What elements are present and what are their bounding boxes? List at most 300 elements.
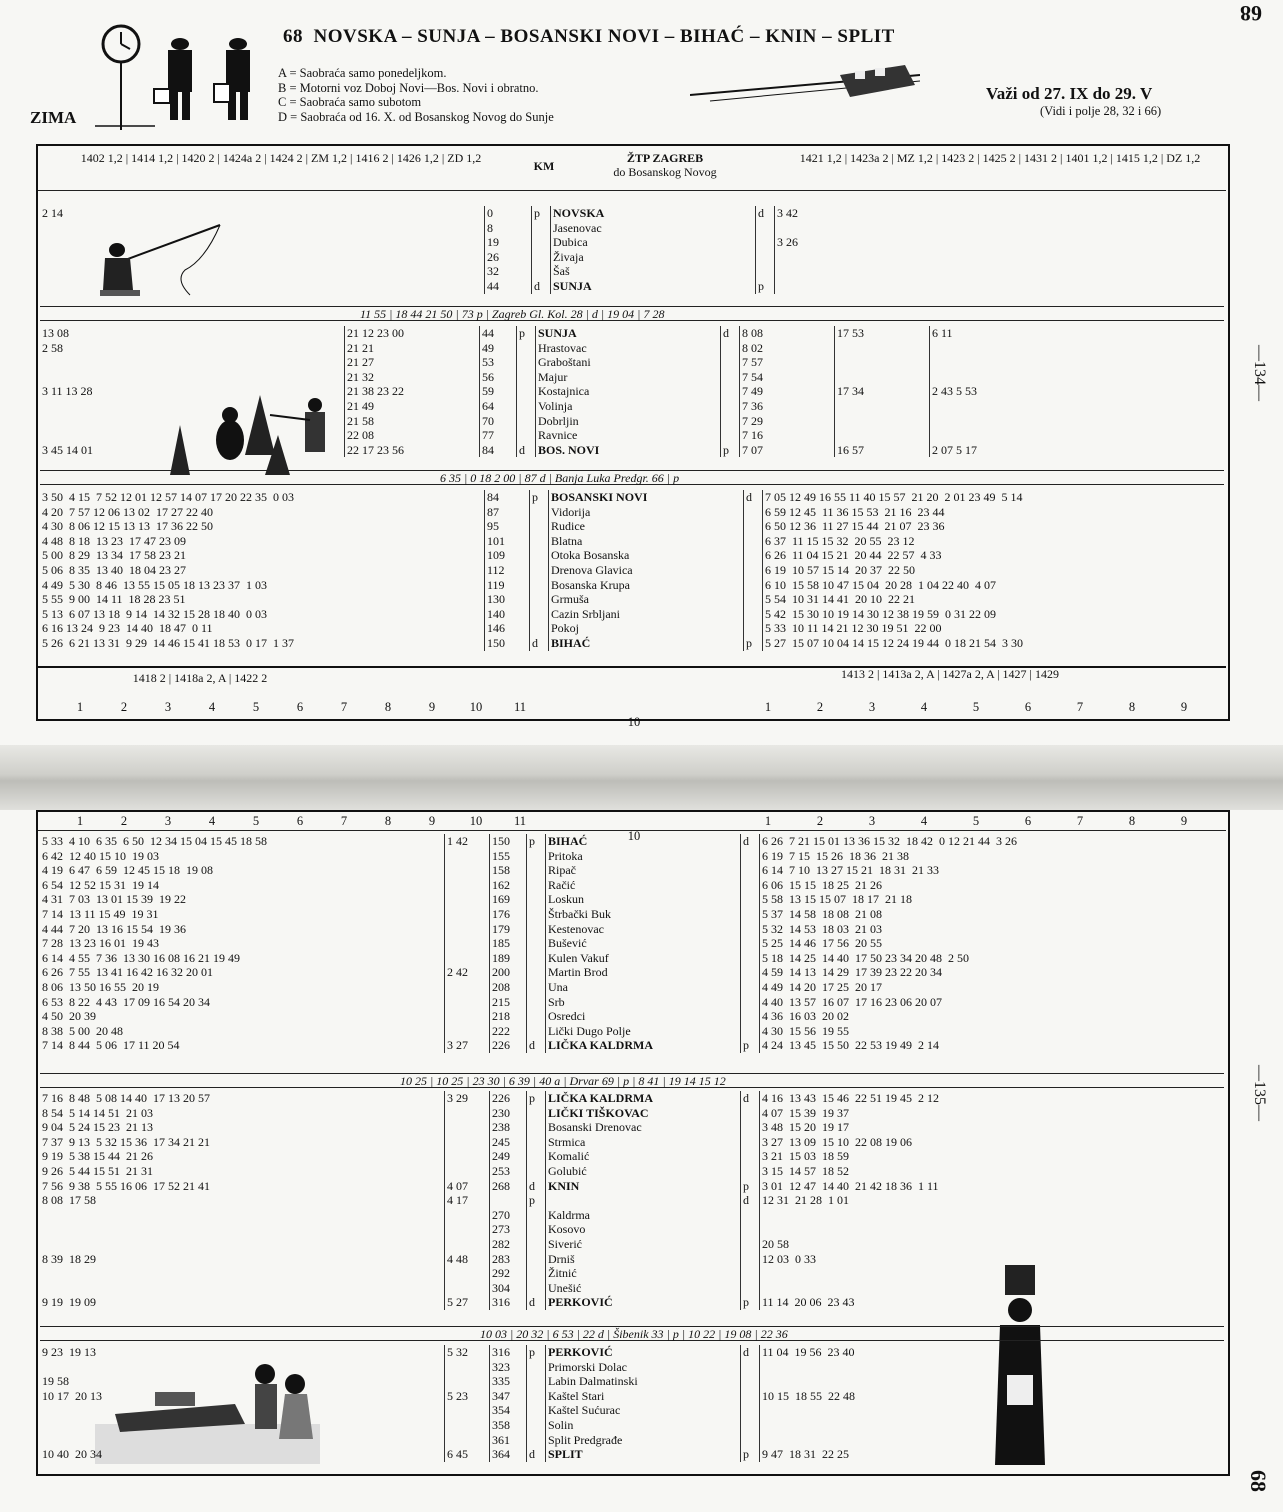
timetable-cell <box>527 936 546 951</box>
timetable-cell: d <box>527 1295 546 1310</box>
timetable-cell: 21 38 23 22 <box>345 384 480 399</box>
station-name: Hrastovac <box>536 341 721 356</box>
timetable-cell <box>517 384 536 399</box>
timetable-cell: d <box>741 1091 760 1106</box>
timetable-cell <box>527 1266 546 1281</box>
timetable-cell: 140 <box>485 607 530 622</box>
column-number: 8 <box>384 700 392 714</box>
timetable-cell: 3 42 <box>775 206 1250 221</box>
timetable-cell: 21 21 <box>345 341 480 356</box>
timetable-cell: 3 27 <box>445 1038 490 1053</box>
station-name: Siverić <box>546 1237 741 1252</box>
page-number-top: —134— <box>1251 345 1268 401</box>
timetable-cell: 3 50 4 15 7 52 12 01 12 57 14 07 17 20 22 35 0 03 <box>42 490 294 504</box>
timetable-cell <box>775 264 1250 279</box>
timetable-cell <box>530 505 549 520</box>
timetable-cell <box>741 1208 760 1223</box>
station-name: Vidorija <box>549 505 744 520</box>
station-name: Blatna <box>549 534 744 549</box>
timetable-cell: 5 18 14 25 14 40 17 50 23 34 20 48 2 50 <box>760 951 1225 966</box>
timetable-cell <box>530 563 549 578</box>
station-name: NOVSKA <box>551 206 756 221</box>
timetable-cell <box>527 1164 546 1179</box>
station-name: Dobrljin <box>536 414 721 429</box>
station-name: Dubica <box>551 235 756 250</box>
timetable-cell <box>527 1222 546 1237</box>
column-number: 5 <box>252 700 260 714</box>
timetable-cell: 4 17 <box>445 1193 490 1208</box>
timetable-cell: 17 53 <box>835 326 930 341</box>
timetable-cell <box>775 250 1250 265</box>
page-number-bottom: —135— <box>1251 1065 1268 1121</box>
station-name: LIČKA KALDRMA <box>546 1038 741 1053</box>
timetable-cell <box>756 264 775 279</box>
timetable-cell: 323 <box>490 1360 527 1375</box>
timetable-cell <box>532 235 551 250</box>
timetable-cell: 9 19 19 09 <box>42 1295 96 1310</box>
continuation-trains-left: 1418 2 | 1418a 2, A | 1422 2 <box>132 671 268 685</box>
timetable-cell: 6 10 15 58 10 47 15 04 20 28 1 04 22 40 4 07 <box>763 578 1238 593</box>
timetable-cell: 21 12 23 00 <box>345 326 480 341</box>
timetable-row <box>40 1024 1224 1039</box>
column-number: 5 <box>972 814 980 828</box>
timetable-cell <box>527 1120 546 1135</box>
timetable-cell <box>741 1024 760 1039</box>
timetable-cell: 12 31 21 28 1 01 <box>760 1193 1225 1208</box>
timetable-cell <box>721 370 740 385</box>
timetable-cell <box>741 980 760 995</box>
timetable-cell: 5 32 <box>445 1345 490 1360</box>
timetable-cell: 245 <box>490 1135 527 1150</box>
timetable-cell <box>721 384 740 399</box>
timetable-cell: p <box>527 1193 546 1208</box>
column-number: 9 <box>1180 814 1188 828</box>
timetable-cell: 3 45 14 01 <box>42 442 93 457</box>
timetable-cell <box>744 621 763 636</box>
timetable-cell <box>744 563 763 578</box>
timetable-cell <box>741 1266 760 1281</box>
timetable-cell: 3 01 12 47 14 40 21 42 18 36 1 11 <box>760 1179 1225 1194</box>
timetable-cell: 19 <box>485 235 532 250</box>
corner-number-top: 68 <box>1240 1 1262 26</box>
timetable-row <box>40 980 1224 995</box>
station-name: Komalić <box>546 1149 741 1164</box>
timetable-cell: 19 58 <box>42 1374 69 1389</box>
station-name: Srb <box>546 995 741 1010</box>
timetable-cell: 3 21 15 03 18 59 <box>760 1149 1225 1164</box>
timetable-cell: 9 26 5 44 15 51 21 31 <box>42 1163 153 1178</box>
timetable-cell <box>744 578 763 593</box>
timetable-cell <box>530 592 549 607</box>
station-name: Kestenovac <box>546 922 741 937</box>
timetable-cell: p <box>744 636 763 651</box>
timetable-cell: 4 44 7 20 13 16 15 54 19 36 <box>42 921 186 936</box>
timetable-cell <box>721 355 740 370</box>
km-header: KM <box>533 159 555 173</box>
timetable-cell: 6 11 <box>930 326 1235 341</box>
season-label: ZIMA <box>30 108 77 127</box>
column-number: 5 <box>252 814 260 828</box>
timetable-cell: d <box>532 279 551 294</box>
timetable-row <box>40 1009 1224 1024</box>
timetable-cell: d <box>756 206 775 221</box>
timetable-cell: 17 34 <box>835 384 930 399</box>
timetable-cell <box>741 849 760 864</box>
station-name: Kulen Vakuf <box>546 951 741 966</box>
timetable-row <box>40 936 1224 951</box>
timetable-cell: 95 <box>485 519 530 534</box>
timetable-cell: 273 <box>490 1222 527 1237</box>
station-name: SUNJA <box>536 326 721 341</box>
timetable-cell: 222 <box>490 1024 527 1039</box>
timetable-cell <box>445 1164 490 1179</box>
station-name: Martin Brod <box>546 965 741 980</box>
timetable-cell <box>517 341 536 356</box>
timetable-cell <box>721 414 740 429</box>
timetable-cell: 4 20 7 57 12 06 13 02 17 27 22 40 <box>42 504 213 519</box>
timetable-cell: 270 <box>490 1208 527 1223</box>
timetable-cell: 26 <box>485 250 532 265</box>
timetable-cell: 6 26 11 04 15 21 20 44 22 57 4 33 <box>763 548 1238 563</box>
timetable-cell: 316 <box>490 1295 527 1310</box>
timetable-cell <box>527 1024 546 1039</box>
timetable-cell: 6 54 12 52 15 31 19 14 <box>42 877 159 892</box>
timetable-cell <box>527 1208 546 1223</box>
column-number: 6 <box>1024 700 1032 714</box>
timetable-cell <box>760 1208 1225 1223</box>
column-number: 7 <box>340 814 348 828</box>
station-name: KNIN <box>546 1179 741 1194</box>
timetable-cell <box>530 578 549 593</box>
footnote-d: D = Saobraća od 16. X. od Bosanskog Novog do Sunje <box>278 109 554 124</box>
timetable-row <box>40 326 1234 341</box>
timetable-cell: 200 <box>490 965 527 980</box>
timetable-cell: 5 32 14 53 18 03 21 03 <box>760 922 1225 937</box>
column-number: 1 <box>76 814 84 828</box>
timetable-cell: 5 54 10 31 14 41 20 10 22 21 <box>763 592 1238 607</box>
station-name: Ripač <box>546 863 741 878</box>
timetable-cell <box>527 878 546 893</box>
station-name: Kostajnica <box>536 384 721 399</box>
timetable-cell: d <box>517 443 536 458</box>
timetable-cell: 112 <box>485 563 530 578</box>
timetable-row <box>40 1433 1224 1448</box>
timetable-cell <box>930 428 1235 443</box>
timetable-cell <box>760 1418 1225 1433</box>
timetable-cell <box>744 519 763 534</box>
timetable-cell <box>741 936 760 951</box>
timetable-cell <box>527 922 546 937</box>
timetable-row <box>40 834 1224 849</box>
timetable-cell <box>741 878 760 893</box>
timetable-cell <box>445 1237 490 1252</box>
timetable-row <box>40 578 1237 593</box>
timetable-cell <box>530 607 549 622</box>
timetable-cell <box>527 1374 546 1389</box>
column-number: 10 <box>627 715 641 729</box>
timetable-cell <box>490 1193 527 1208</box>
timetable-cell: 59 <box>480 384 517 399</box>
timetable-cell: 5 55 9 00 14 11 18 28 23 51 <box>42 592 186 607</box>
connection-row-sibenik: 10 03 | 20 32 | 6 53 | 22 d | Šibenik 33 | p | 10 22 | 19 08 | 22 36 <box>40 1326 1224 1341</box>
column-number: 3 <box>164 814 172 828</box>
timetable-cell: 8 39 18 29 <box>42 1251 96 1266</box>
timetable-cell: 77 <box>480 428 517 443</box>
timetable-cell: 70 <box>480 414 517 429</box>
timetable-cell: 10 15 18 55 22 48 <box>760 1389 1225 1404</box>
timetable-cell <box>40 1433 445 1448</box>
column-number: 3 <box>868 814 876 828</box>
timetable-row <box>40 849 1224 864</box>
column-number: 9 <box>428 814 436 828</box>
timetable-cell <box>721 428 740 443</box>
column-number: 6 <box>296 814 304 828</box>
timetable-cell <box>741 1433 760 1448</box>
timetable-cell: 1 42 <box>445 834 490 849</box>
timetable-cell <box>756 235 775 250</box>
timetable-cell: 3 48 15 20 19 17 <box>760 1120 1225 1135</box>
timetable-cell: 155 <box>490 849 527 864</box>
timetable-cell: 9 47 18 31 22 25 <box>760 1447 1225 1462</box>
station-name: Osredci <box>546 1009 741 1024</box>
validity-note: (Vidi i polje 28, 32 i 66) <box>1040 104 1162 118</box>
timetable-row <box>40 490 1237 505</box>
column-number: 7 <box>1076 700 1084 714</box>
column-number: 11 <box>513 814 527 828</box>
timetable-cell: 7 57 <box>740 355 835 370</box>
timetable-cell <box>527 1009 546 1024</box>
timetable-cell: 7 37 9 13 5 32 15 36 17 34 21 21 <box>42 1134 210 1149</box>
timetable-cell: 6 14 7 10 13 27 15 21 18 31 21 33 <box>760 863 1225 878</box>
timetable-cell <box>445 1149 490 1164</box>
timetable-cell: 316 <box>490 1345 527 1360</box>
timetable-cell <box>835 428 930 443</box>
timetable-cell: d <box>744 490 763 505</box>
station-name: SUNJA <box>551 279 756 294</box>
timetable-row <box>40 1389 1224 1404</box>
timetable-cell: 8 06 13 50 16 55 20 19 <box>42 979 159 994</box>
timetable-cell: 2 43 5 53 <box>930 384 1235 399</box>
timetable-cell <box>741 1403 760 1418</box>
timetable-cell: 11 14 20 06 23 43 <box>760 1295 1225 1310</box>
timetable-cell <box>741 863 760 878</box>
timetable-cell: 354 <box>490 1403 527 1418</box>
timetable-cell <box>445 878 490 893</box>
timetable-cell: 8 08 <box>740 326 835 341</box>
timetable-cell: 4 07 <box>445 1179 490 1194</box>
timetable-cell: d <box>527 1447 546 1462</box>
column-number: 2 <box>120 814 128 828</box>
timetable-cell: 146 <box>485 621 530 636</box>
column-number: 9 <box>428 700 436 714</box>
station-name: Bosanska Krupa <box>549 578 744 593</box>
station-name: Unešić <box>546 1281 741 1296</box>
timetable-cell: 6 26 7 21 15 01 13 36 15 32 18 42 0 12 21 44 3 26 <box>760 834 1225 849</box>
timetable-cell: 20 58 <box>760 1237 1225 1252</box>
timetable-row <box>40 1120 1224 1135</box>
timetable-cell: 6 42 12 40 15 10 19 03 <box>42 848 159 863</box>
timetable-row <box>40 1164 1224 1179</box>
timetable-cell: 44 <box>485 279 532 294</box>
timetable-cell: 9 04 5 24 15 23 21 13 <box>42 1120 153 1135</box>
timetable-cell: 32 <box>485 264 532 279</box>
timetable-cell: 6 19 10 57 15 14 20 37 22 50 <box>763 563 1238 578</box>
timetable-row <box>40 563 1237 578</box>
timetable-cell: 12 03 0 33 <box>760 1252 1225 1267</box>
timetable-cell: 4 59 14 13 14 29 17 39 23 22 20 34 <box>760 965 1225 980</box>
timetable-row <box>40 505 1237 520</box>
timetable-cell: 49 <box>480 341 517 356</box>
timetable-cell <box>527 892 546 907</box>
timetable-cell: 5 23 <box>445 1389 490 1404</box>
timetable-cell <box>445 1360 490 1375</box>
timetable-cell: 7 36 <box>740 399 835 414</box>
timetable-cell <box>741 1222 760 1237</box>
timetable-cell: 4 30 8 06 12 15 13 13 17 36 22 50 <box>42 519 213 534</box>
timetable-cell <box>760 1360 1225 1375</box>
timetable-cell: d <box>741 834 760 849</box>
timetable-cell <box>517 370 536 385</box>
timetable-cell <box>445 1208 490 1223</box>
timetable-cell: 22 08 <box>345 428 480 443</box>
timetable-cell: 304 <box>490 1281 527 1296</box>
timetable-cell <box>532 264 551 279</box>
footnote-a: A = Saobraća samo ponedeljkom. <box>278 66 447 80</box>
timetable-row <box>40 1252 1224 1267</box>
timetable-cell <box>445 1266 490 1281</box>
station-name: Račić <box>546 878 741 893</box>
timetable-cell: 5 33 10 11 14 21 12 30 19 51 22 00 <box>763 621 1238 636</box>
timetable-cell <box>835 370 930 385</box>
station-name: LIČKI TIŠKOVAC <box>546 1106 741 1121</box>
timetable-cell <box>835 355 930 370</box>
timetable-cell: 4 19 6 47 6 59 12 45 15 18 19 08 <box>42 863 213 878</box>
timetable-cell: 119 <box>485 578 530 593</box>
route-title: NOVSKA – SUNJA – BOSANSKI NOVI – BIHAĆ – KNIN – SPLIT <box>313 26 895 47</box>
timetable-cell: 4 50 20 39 <box>42 1009 96 1024</box>
timetable-row <box>40 863 1224 878</box>
timetable-cell: p <box>721 443 740 458</box>
station-name: PERKOVIĆ <box>546 1295 741 1310</box>
timetable-row <box>40 607 1237 622</box>
timetable-cell: p <box>527 834 546 849</box>
timetable-cell <box>40 1237 445 1252</box>
timetable-cell <box>445 1433 490 1448</box>
station-name: Kaldrma <box>546 1208 741 1223</box>
trains-header-right: 1421 1,2 | 1423a 2 | MZ 1,2 | 1423 2 | 1425 2 | 1431 2 | 1401 1,2 | 1415 1,2 | DZ 1,2 <box>799 151 1201 165</box>
timetable-cell: 230 <box>490 1106 527 1121</box>
timetable-cell <box>527 1433 546 1448</box>
timetable-cell <box>445 1106 490 1121</box>
column-number: 3 <box>164 700 172 714</box>
timetable-row <box>40 206 1249 221</box>
timetable-cell: 364 <box>490 1447 527 1462</box>
timetable-cell: 84 <box>480 443 517 458</box>
timetable-cell: 10 40 20 34 <box>42 1447 102 1462</box>
column-number: 2 <box>816 700 824 714</box>
timetable-cell <box>527 1360 546 1375</box>
timetable-cell: 84 <box>485 490 530 505</box>
timetable-cell: 6 06 15 15 18 25 21 26 <box>760 878 1225 893</box>
column-number: 10 <box>469 700 483 714</box>
section-perkovic-split <box>40 1345 1224 1462</box>
footnote-b: B = Motorni voz Doboj Novi—Bos. Novi i obratno. <box>278 80 539 95</box>
timetable-cell <box>445 936 490 951</box>
timetable-cell <box>741 1418 760 1433</box>
timetable-cell <box>741 892 760 907</box>
column-number: 2 <box>816 814 824 828</box>
timetable-cell: 2 14 <box>42 206 63 220</box>
timetable-cell: 6 59 12 45 11 36 15 53 21 16 23 44 <box>763 505 1238 520</box>
timetable-row <box>40 1193 1224 1208</box>
timetable-cell: 7 14 8 44 5 06 17 11 20 54 <box>42 1038 180 1053</box>
station-name: Pokoj <box>549 621 744 636</box>
station-name: Cazin Srbljani <box>549 607 744 622</box>
station-name <box>546 1193 741 1208</box>
column-number: 8 <box>1128 700 1136 714</box>
station-name: Kaštel Sućurac <box>546 1403 741 1418</box>
timetable-row <box>40 892 1224 907</box>
timetable-cell: 179 <box>490 922 527 937</box>
station-name: BOS. NOVI <box>536 443 721 458</box>
timetable-row <box>40 922 1224 937</box>
timetable-cell: 7 16 <box>740 428 835 443</box>
column-number: 7 <box>340 700 348 714</box>
timetable-cell <box>530 548 549 563</box>
timetable-cell <box>741 995 760 1010</box>
station-name: Solin <box>546 1418 741 1433</box>
timetable-cell: 4 36 16 03 20 02 <box>760 1009 1225 1024</box>
timetable-row <box>40 621 1237 636</box>
station-name: Golubić <box>546 1164 741 1179</box>
column-number: 10 <box>469 814 483 828</box>
timetable-cell: 7 56 9 38 5 55 16 06 17 52 21 41 <box>42 1178 210 1193</box>
timetable-cell <box>445 849 490 864</box>
timetable-cell: 253 <box>490 1164 527 1179</box>
column-number: 5 <box>972 700 980 714</box>
timetable-cell: d <box>527 1179 546 1194</box>
footnote-c: C = Saobraća samo subotom <box>278 95 422 109</box>
timetable-cell <box>445 1009 490 1024</box>
railway-subheader: do Bosanskog Novog <box>613 165 717 179</box>
timetable-cell <box>532 221 551 236</box>
timetable-cell <box>445 1403 490 1418</box>
timetable-cell <box>527 995 546 1010</box>
timetable-cell: 283 <box>490 1252 527 1267</box>
timetable-cell <box>527 1149 546 1164</box>
station-name: Majur <box>536 370 721 385</box>
timetable-cell <box>741 965 760 980</box>
timetable-cell: 6 19 7 15 15 26 18 36 21 38 <box>760 849 1225 864</box>
timetable-cell: 3 26 <box>775 235 1250 250</box>
timetable-cell <box>40 1266 445 1281</box>
timetable-row <box>40 341 1234 356</box>
column-number: 7 <box>1076 814 1084 828</box>
timetable-cell: 87 <box>485 505 530 520</box>
timetable-cell <box>741 1164 760 1179</box>
timetable-cell: 361 <box>490 1433 527 1448</box>
column-number: 4 <box>920 700 928 714</box>
timetable-cell: 4 49 5 30 8 46 13 55 15 05 18 13 23 37 1 03 <box>42 577 267 592</box>
station-name: Bušević <box>546 936 741 951</box>
timetable-cell <box>741 907 760 922</box>
column-number: 3 <box>868 700 876 714</box>
timetable-cell: 150 <box>490 834 527 849</box>
station-name: BOSANSKI NOVI <box>549 490 744 505</box>
footnotes <box>278 66 554 124</box>
timetable-cell: 21 32 <box>345 370 480 385</box>
station-name: BIHAĆ <box>549 636 744 651</box>
